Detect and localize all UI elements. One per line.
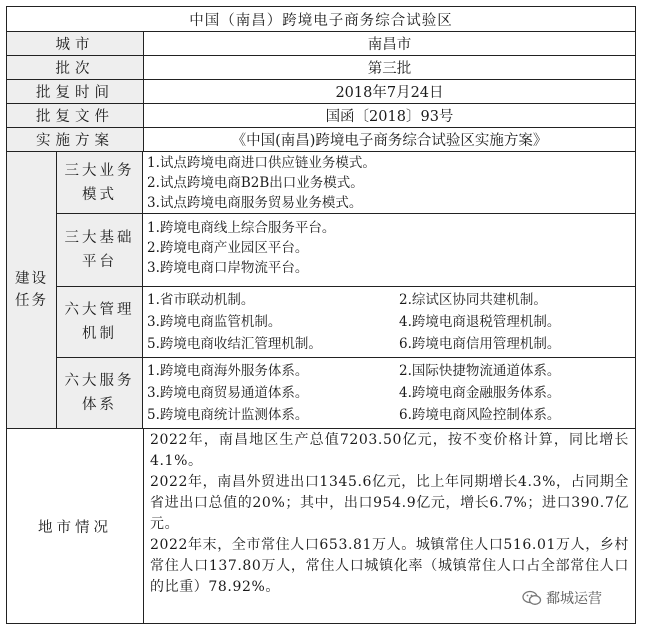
group-items bbox=[143, 214, 635, 286]
group-management-mechanisms bbox=[57, 287, 635, 358]
list-item: 3.跨境电商口岸物流平台。 bbox=[147, 260, 309, 276]
list-item: 1.跨境电商线上综合服务平台。 bbox=[147, 220, 336, 236]
watermark bbox=[522, 588, 602, 608]
group-label-line2: 平台 bbox=[82, 254, 117, 270]
paragraph: 2022年，南昌外贸进出口1345.6亿元，比上年同期增长4.3%，占同期全省进出口总值的20%；其中，出口954.9亿元，增长6.7%；进口390.7亿元。 bbox=[150, 474, 629, 532]
list-item: 1.跨境电商海外服务体系。 bbox=[147, 363, 309, 379]
tasks-label bbox=[7, 152, 57, 428]
city-label: 城市 bbox=[7, 32, 144, 55]
plan-value: 《中国(南昌)跨境电子商务综合试验区实施方案》 bbox=[231, 133, 548, 149]
group-label-line1: 六大管理 bbox=[64, 302, 135, 318]
list-item: 4.跨境电商金融服务体系。 bbox=[399, 385, 561, 401]
title-row bbox=[7, 7, 635, 32]
group-label-line1: 三大业务 bbox=[64, 162, 135, 179]
date-value: 2018年7月24日 bbox=[335, 85, 444, 101]
city-row bbox=[7, 32, 635, 56]
list-item: 3.试点跨境电商服务贸易业务模式。 bbox=[147, 195, 363, 211]
city-info-label: 地市情况 bbox=[7, 429, 144, 623]
list-item: 4.跨境电商退税管理机制。 bbox=[399, 314, 561, 330]
tasks-section bbox=[7, 152, 635, 429]
wechat-icon bbox=[522, 590, 542, 606]
group-label bbox=[57, 152, 143, 213]
group-label-line2: 模式 bbox=[82, 186, 117, 203]
document-row bbox=[7, 104, 635, 128]
group-label-line1: 三大基础 bbox=[64, 230, 135, 246]
list-item: 2.综试区协同共建机制。 bbox=[399, 292, 547, 308]
group-business-modes bbox=[57, 152, 635, 214]
list-item: 5.跨境电商收结汇管理机制。 bbox=[147, 336, 322, 352]
group-label-line2: 体系 bbox=[82, 397, 117, 413]
list-item: 2.跨境电商产业园区平台。 bbox=[147, 240, 309, 256]
list-item: 5.跨境电商统计监测体系。 bbox=[147, 407, 309, 423]
info-table bbox=[6, 6, 636, 624]
group-items bbox=[143, 287, 635, 357]
group-label-line1: 六大服务 bbox=[64, 373, 135, 389]
date-row bbox=[7, 80, 635, 104]
table-title: 中国（南昌）跨境电子商务综合试验区 bbox=[189, 12, 453, 29]
task-groups bbox=[57, 152, 635, 428]
batch-row bbox=[7, 56, 635, 80]
group-label-line2: 机制 bbox=[82, 326, 117, 342]
list-item: 3.跨境电商贸易通道体系。 bbox=[147, 385, 309, 401]
list-item: 2.国际快捷物流通道体系。 bbox=[399, 363, 561, 379]
batch-label: 批次 bbox=[7, 56, 144, 79]
list-item: 1.省市联动机制。 bbox=[147, 292, 255, 308]
group-label bbox=[57, 214, 143, 286]
group-items bbox=[143, 152, 635, 213]
list-item: 2.试点跨境电商B2B出口业务模式。 bbox=[147, 175, 364, 191]
list-item: 6.跨境电商信用管理机制。 bbox=[399, 336, 561, 352]
group-basic-platforms bbox=[57, 214, 635, 287]
list-item: 3.跨境电商监管机制。 bbox=[147, 314, 282, 330]
plan-label: 实施方案 bbox=[7, 128, 144, 151]
batch-value: 第三批 bbox=[367, 61, 412, 77]
date-label: 批复时间 bbox=[7, 80, 144, 103]
watermark-text: 鄱城运营 bbox=[546, 591, 602, 607]
list-item: 1.试点跨境电商进口供应链业务模式。 bbox=[147, 155, 376, 171]
tasks-label-line1: 建设 bbox=[15, 271, 48, 287]
group-service-systems bbox=[57, 358, 635, 428]
paragraph: 2022年末，全市常住人口653.81万人。城镇常住人口516.01万人，乡村常住人口137.80万人，常住人口城镇化率（城镇常住人口占全部常住人口的比重）78.92%。 bbox=[150, 537, 629, 595]
group-items bbox=[143, 358, 635, 428]
group-label bbox=[57, 358, 143, 428]
plan-row bbox=[7, 128, 635, 152]
document-label: 批复文件 bbox=[7, 104, 144, 127]
tasks-label-line2: 任务 bbox=[15, 293, 48, 309]
group-label bbox=[57, 287, 143, 357]
city-value: 南昌市 bbox=[367, 37, 412, 53]
paragraph: 2022年，南昌地区生产总值7203.50亿元，按不变价格计算，同比增长4.1%。 bbox=[150, 432, 629, 469]
document-value: 国函〔2018〕93号 bbox=[325, 109, 454, 125]
list-item: 6.跨境电商风险控制体系。 bbox=[399, 407, 561, 423]
